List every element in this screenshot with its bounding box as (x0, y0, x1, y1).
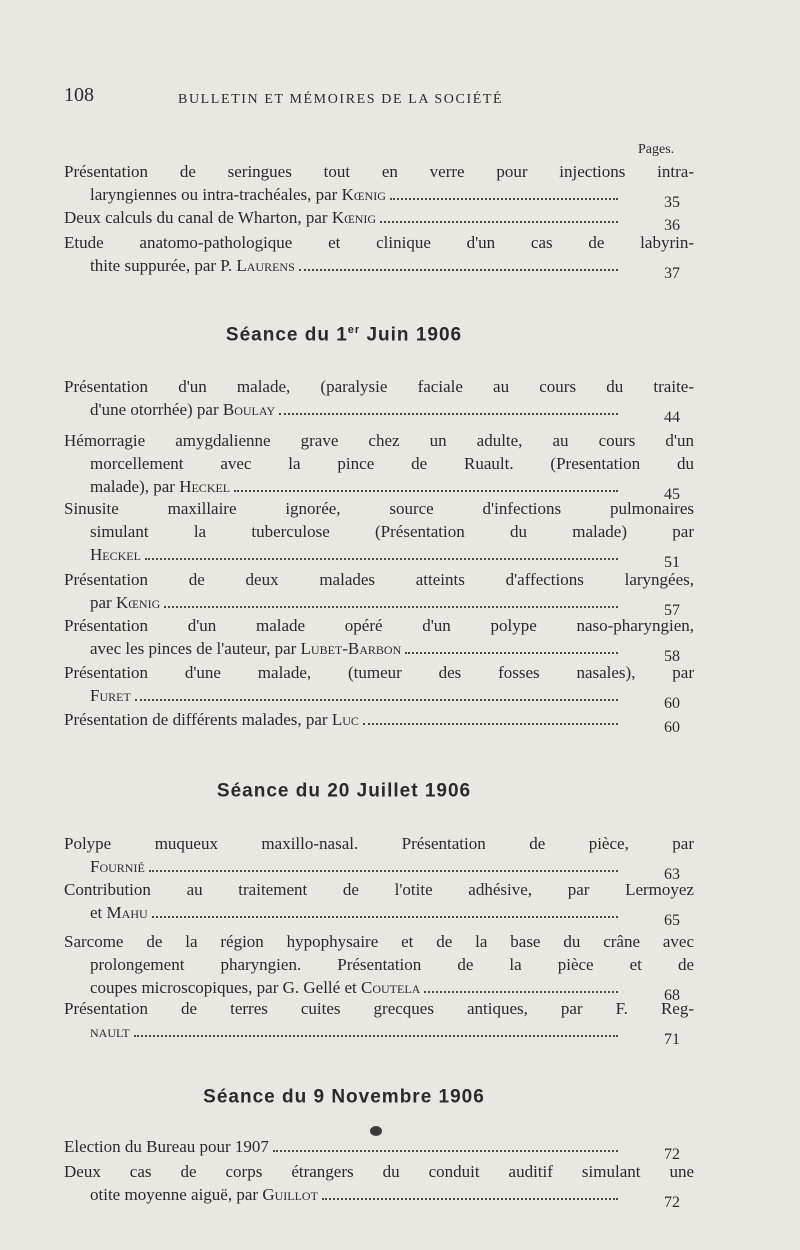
toc-entry (64, 1135, 694, 1163)
toc-entry (64, 1160, 694, 1211)
entry-last-line (64, 475, 694, 503)
entry-text: par (90, 593, 116, 612)
entry-text: Présentation de différents malades, par (64, 710, 332, 729)
entry-last-line (64, 254, 694, 282)
entry-line: Sinusite maxillaire ignorée, source d'infections pulmonaires (64, 499, 694, 518)
dot-leader (322, 1198, 618, 1200)
dot-leader (145, 558, 618, 560)
toc-entry (64, 614, 694, 665)
dot-leader (390, 198, 618, 200)
entry-line: Présentation d'un malade, (paralysie faciale au cours du traite- (64, 377, 694, 396)
dot-leader (279, 413, 618, 415)
toc-entry (64, 878, 694, 929)
entry-author: Kœnig (341, 185, 386, 204)
toc-entry (64, 930, 694, 1004)
entry-page-number: 60 (664, 719, 680, 736)
entry-last-line (64, 1020, 694, 1048)
entry-text: otite moyenne aiguë, par (90, 1185, 263, 1204)
dot-leader (164, 606, 618, 608)
entry-line: morcellement avec la pince de Ruault. (Presentation du (90, 454, 694, 473)
entry-author: nault (90, 1022, 130, 1041)
entry-last-line (64, 1135, 694, 1163)
toc-entry (64, 661, 694, 712)
page-number: 108 (64, 84, 94, 106)
toc-entry (64, 429, 694, 503)
entry-last-line (64, 901, 694, 929)
entry-page-number: 72 (664, 1146, 680, 1163)
entry-author: Heckel (90, 545, 141, 564)
entry-last-line (64, 684, 694, 712)
dot-leader (405, 652, 618, 654)
entry-text: et (90, 903, 107, 922)
entry-last-line (64, 206, 694, 234)
toc-entry (64, 497, 694, 571)
entry-page-number: 72 (664, 1194, 680, 1211)
entry-last-line (64, 543, 694, 571)
entry-line: Présentation d'un malade opéré d'un polype naso-pharyngien, (64, 616, 694, 635)
section-heading: Séance du 9 Novembre 1906 (203, 1086, 485, 1108)
entry-page-number: 35 (664, 194, 680, 211)
entry-line: prolongement pharyngien. Présentation de la pièce et de (90, 955, 694, 974)
entry-text: Deux calculs du canal de Wharton, par (64, 208, 332, 227)
entry-page-number: 45 (664, 486, 680, 503)
entry-author: Heckel (179, 477, 231, 496)
entry-page-number: 68 (664, 987, 680, 1004)
dot-leader (149, 870, 618, 872)
entry-last-line (64, 976, 694, 1004)
toc-entry (64, 231, 694, 282)
entry-last-line (64, 183, 694, 211)
dot-leader (152, 916, 618, 918)
entry-author: Luc (331, 710, 359, 729)
dot-leader (234, 490, 618, 492)
dot-leader (135, 699, 618, 701)
toc-entry (64, 206, 694, 234)
entry-author: Fournié (90, 857, 145, 876)
entry-page-number: 44 (664, 409, 680, 426)
entry-page-number: 60 (664, 695, 680, 712)
entry-author: Kœnig (331, 208, 377, 227)
toc-entry (64, 568, 694, 619)
entry-line: Présentation de deux malades atteints d'affections laryngées, (64, 570, 694, 589)
running-head: BULLETIN ET MÉMOIRES DE LA SOCIÉTÉ (178, 92, 504, 107)
toc-entry (64, 708, 694, 736)
entry-line: Polype muqueux maxillo-nasal. Présentation de pièce, par (64, 834, 694, 853)
entry-line: Présentation de terres cuites grecques antiques, par F. Reg- (64, 999, 694, 1018)
pages-column-label: Pages. (638, 142, 675, 157)
entry-author: Coutela (360, 978, 421, 997)
entry-text: thite suppurée, par P. (90, 256, 237, 275)
entry-last-line (64, 398, 694, 426)
entry-line: Sarcome de la région hypophysaire et de la base du crâne avec (64, 932, 694, 951)
entry-author: Guillot (262, 1185, 318, 1204)
entry-page-number: 65 (664, 912, 680, 929)
entry-page-number: 37 (664, 265, 680, 282)
entry-line: Etude anatomo-pathologique et clinique d'un cas de labyrin- (64, 233, 694, 252)
section-heading: Séance du 20 Juillet 1906 (216, 780, 472, 802)
entry-line: Présentation d'une malade, (tumeur des fosses nasales), par (64, 663, 694, 682)
entry-line: simulant la tuberculose (Présentation du malade) par (90, 522, 694, 541)
entry-page-number: 71 (664, 1031, 680, 1048)
entry-line: Deux cas de corps étrangers du conduit auditif simulant une (64, 1162, 694, 1181)
entry-page-number: 51 (664, 554, 680, 571)
entry-last-line (64, 855, 694, 883)
dot-leader (299, 269, 618, 271)
entry-author: Furet (90, 686, 131, 705)
entry-last-line (64, 637, 694, 665)
toc-entry (64, 160, 694, 211)
dot-leader (273, 1150, 618, 1152)
entry-line: Contribution au traitement de l'otite adhésive, par Lermoyez (64, 880, 694, 899)
entry-text: d'une otorrhée) par (90, 400, 223, 419)
entry-text: laryngiennes ou intra-trachéales, par (90, 185, 342, 204)
dot-leader (134, 1035, 618, 1037)
entry-author: Mahu (106, 903, 148, 922)
entry-last-line (64, 591, 694, 619)
entry-page-number: 63 (664, 866, 680, 883)
entry-last-line (64, 1183, 694, 1211)
entry-author: Laurens (236, 256, 295, 275)
entry-author: Kœnig (115, 593, 161, 612)
dot-leader (424, 991, 618, 993)
entry-page-number: 36 (664, 217, 680, 234)
entry-last-line (64, 708, 694, 736)
entry-text: Election du Bureau pour 1907 (64, 1137, 269, 1156)
dot-leader (363, 723, 618, 725)
entry-page-number: 57 (664, 602, 680, 619)
entry-text: malade), par (90, 477, 180, 496)
entry-text: coupes microscopiques, par G. Gellé et (90, 978, 361, 997)
entry-page-number: 58 (664, 648, 680, 665)
dot-leader (380, 221, 618, 223)
entry-text: avec les pinces de l'auteur, par (90, 639, 301, 658)
entry-line: Hémorragie amygdalienne grave chez un adulte, au cours d'un (64, 431, 694, 450)
entry-author: Boulay (222, 400, 276, 419)
toc-entry (64, 375, 694, 426)
entry-author: Lubet-Barbon (300, 639, 402, 658)
entry-line: Présentation de seringues tout en verre pour injections intra- (64, 162, 694, 181)
toc-entry (64, 832, 694, 883)
section-heading: Séance du 1er Juin 1906 (225, 324, 463, 346)
toc-entry (64, 997, 694, 1048)
